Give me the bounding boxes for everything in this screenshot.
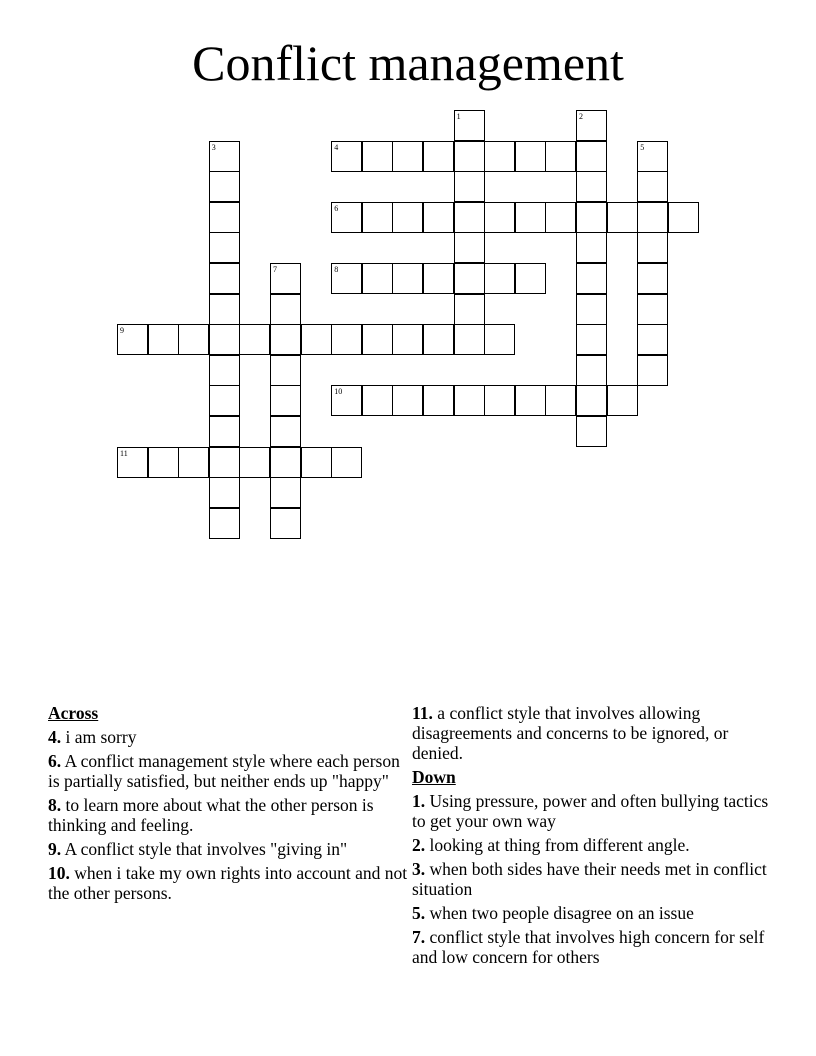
- grid-cell[interactable]: [117, 447, 148, 478]
- clue-number: 9.: [48, 839, 62, 859]
- clue-text: A conflict style that involves "giving in": [64, 839, 348, 859]
- grid-cell[interactable]: [637, 355, 668, 386]
- grid-cell[interactable]: [484, 263, 515, 294]
- clue-number: 4.: [48, 727, 62, 747]
- grid-cell[interactable]: [209, 447, 240, 478]
- grid-cell[interactable]: [484, 385, 515, 416]
- cell-number: 8: [334, 265, 339, 274]
- grid-cell[interactable]: [270, 477, 301, 508]
- grid-cell[interactable]: [270, 263, 301, 294]
- grid-cell[interactable]: [454, 171, 485, 202]
- grid-cell[interactable]: [209, 294, 240, 325]
- grid-cell[interactable]: [148, 447, 179, 478]
- clue-number: 8.: [48, 795, 62, 815]
- grid-cell[interactable]: [668, 202, 699, 233]
- down-clue-5: [412, 903, 772, 923]
- cell-number: 1: [456, 112, 461, 121]
- grid-cell[interactable]: [331, 202, 362, 233]
- grid-cell[interactable]: [301, 447, 332, 478]
- grid-cell[interactable]: [209, 355, 240, 386]
- clue-number: 1.: [412, 791, 426, 811]
- clue-text: i am sorry: [65, 727, 137, 747]
- grid-cell[interactable]: [576, 416, 607, 447]
- grid-cell[interactable]: [270, 447, 301, 478]
- grid-cell[interactable]: [209, 232, 240, 263]
- grid-cell[interactable]: [392, 385, 423, 416]
- grid-cell[interactable]: [117, 324, 148, 355]
- cell-number: 10: [334, 387, 343, 397]
- grid-cell[interactable]: [423, 324, 454, 355]
- puzzle-title: Conflict management: [192, 35, 624, 91]
- grid-cell[interactable]: [331, 385, 362, 416]
- grid-cell[interactable]: [331, 263, 362, 294]
- grid-cell[interactable]: [209, 477, 240, 508]
- grid-cell[interactable]: [576, 324, 607, 355]
- grid-cell[interactable]: [178, 447, 209, 478]
- clue-text: when both sides have their needs met in conflict situation: [412, 859, 767, 899]
- grid-cell[interactable]: [209, 324, 240, 355]
- grid-cell[interactable]: [392, 324, 423, 355]
- clue-number: 10.: [48, 863, 70, 883]
- grid-cell[interactable]: [515, 202, 546, 233]
- cell-number: 4: [334, 142, 339, 152]
- clue-text: when two people disagree on an issue: [429, 903, 694, 923]
- cell-number: 9: [120, 326, 124, 336]
- grid-cell[interactable]: [331, 324, 362, 355]
- grid-cell[interactable]: [362, 324, 393, 355]
- across-clue-6: [48, 751, 408, 791]
- grid-cell[interactable]: [301, 324, 332, 355]
- grid-cell[interactable]: [239, 447, 270, 478]
- grid-cell[interactable]: [576, 355, 607, 386]
- grid-cell[interactable]: [270, 508, 301, 539]
- clue-text: to learn more about what the other person is thinking and feeling.: [48, 795, 374, 835]
- down-clue-1: [412, 791, 772, 831]
- grid-cell[interactable]: [576, 263, 607, 294]
- grid-cell[interactable]: [270, 385, 301, 416]
- grid-cell[interactable]: [362, 202, 393, 233]
- grid-cell[interactable]: [484, 202, 515, 233]
- grid-cell[interactable]: [423, 385, 454, 416]
- across-clue-10: [48, 863, 408, 903]
- grid-cell[interactable]: [423, 202, 454, 233]
- grid-cell[interactable]: [607, 385, 638, 416]
- down-clue-2: [412, 835, 772, 855]
- clues-column-right: [412, 703, 772, 971]
- grid-cell[interactable]: [209, 141, 240, 172]
- across-clue-4: [48, 727, 408, 747]
- grid-cell[interactable]: [515, 263, 546, 294]
- grid-cell[interactable]: [576, 141, 607, 172]
- across-clue-8: [48, 795, 408, 835]
- grid-cell[interactable]: [270, 416, 301, 447]
- clue-number: 2.: [412, 835, 426, 855]
- clue-text: Using pressure, power and often bullying tactics to get your own way: [412, 791, 769, 831]
- grid-cell[interactable]: [454, 141, 485, 172]
- clue-text: conflict style that involves high concern for self and low concern for others: [412, 927, 765, 967]
- grid-cell[interactable]: [515, 141, 546, 172]
- grid-cell[interactable]: [270, 324, 301, 355]
- clue-number: 6.: [48, 751, 62, 771]
- grid-cell[interactable]: [545, 385, 576, 416]
- grid-cell[interactable]: [209, 508, 240, 539]
- across-heading: Across: [48, 703, 99, 723]
- grid-cell[interactable]: [209, 385, 240, 416]
- cell-number: 7: [273, 265, 277, 274]
- clue-text: looking at thing from different angle.: [429, 835, 690, 855]
- grid-cell[interactable]: [209, 263, 240, 294]
- grid-cell[interactable]: [178, 324, 209, 355]
- grid-cell[interactable]: [637, 202, 668, 233]
- grid-cell[interactable]: [637, 324, 668, 355]
- grid-cell[interactable]: [148, 324, 179, 355]
- cell-number: 6: [334, 203, 339, 213]
- grid-cell[interactable]: [454, 202, 485, 233]
- grid-cell[interactable]: [209, 202, 240, 233]
- across-clue-11: [412, 703, 772, 763]
- grid-cell[interactable]: [423, 263, 454, 294]
- clue-text: A conflict management style where each person is partially satisfied, but neither ends up "happy": [48, 751, 400, 791]
- grid-cell[interactable]: [209, 171, 240, 202]
- grid-cell[interactable]: [454, 294, 485, 325]
- down-clue-3: [412, 859, 772, 899]
- grid-cell[interactable]: [637, 232, 668, 263]
- grid-cell[interactable]: [484, 141, 515, 172]
- grid-cell[interactable]: [637, 263, 668, 294]
- grid-cell[interactable]: [454, 324, 485, 355]
- cell-number: 5: [640, 142, 645, 152]
- clue-text: a conflict style that involves allowing disagreements and concerns to be ignored, or denied.: [412, 703, 729, 763]
- grid-cell[interactable]: [454, 385, 485, 416]
- grid-cell[interactable]: [637, 141, 668, 172]
- grid-cell[interactable]: [576, 202, 607, 233]
- cell-number: 11: [120, 448, 128, 458]
- across-clue-9: [48, 839, 408, 859]
- grid-cell[interactable]: [270, 294, 301, 325]
- grid-cell[interactable]: [362, 385, 393, 416]
- grid-cell[interactable]: [392, 263, 423, 294]
- down-heading: Down: [412, 767, 456, 787]
- clue-number: 5.: [412, 903, 426, 923]
- grid-cell[interactable]: [576, 232, 607, 263]
- grid-cell[interactable]: [392, 202, 423, 233]
- grid-cell[interactable]: [576, 171, 607, 202]
- clue-number: 3.: [412, 859, 426, 879]
- grid-cell[interactable]: [362, 263, 393, 294]
- cell-number: 2: [579, 112, 583, 121]
- cell-number: 3: [211, 142, 216, 152]
- grid-cell[interactable]: [331, 141, 362, 172]
- grid-cell[interactable]: [484, 324, 515, 355]
- grid-cell[interactable]: [576, 294, 607, 325]
- clue-number: 11.: [412, 703, 433, 723]
- grid-cell[interactable]: [392, 141, 423, 172]
- grid-cell[interactable]: [576, 110, 607, 141]
- down-clue-7: [412, 927, 772, 967]
- clue-number: 7.: [412, 927, 426, 947]
- grid-cell[interactable]: [454, 232, 485, 263]
- grid-cell[interactable]: [576, 385, 607, 416]
- grid-cell[interactable]: [637, 294, 668, 325]
- grid-cell[interactable]: [515, 385, 546, 416]
- grid-cell[interactable]: [545, 141, 576, 172]
- grid-cell[interactable]: [362, 141, 393, 172]
- grid-cell[interactable]: [239, 324, 270, 355]
- grid-cell[interactable]: [637, 171, 668, 202]
- clues-column-left: [48, 703, 408, 907]
- grid-cell[interactable]: [209, 416, 240, 447]
- grid-cell[interactable]: [423, 141, 454, 172]
- grid-cell[interactable]: [454, 110, 485, 141]
- grid-cell[interactable]: [454, 263, 485, 294]
- clue-text: when i take my own rights into account and not the other persons.: [48, 863, 408, 903]
- grid-cell[interactable]: [607, 202, 638, 233]
- grid-cell[interactable]: [270, 355, 301, 386]
- grid-cell[interactable]: [545, 202, 576, 233]
- grid-cell[interactable]: [331, 447, 362, 478]
